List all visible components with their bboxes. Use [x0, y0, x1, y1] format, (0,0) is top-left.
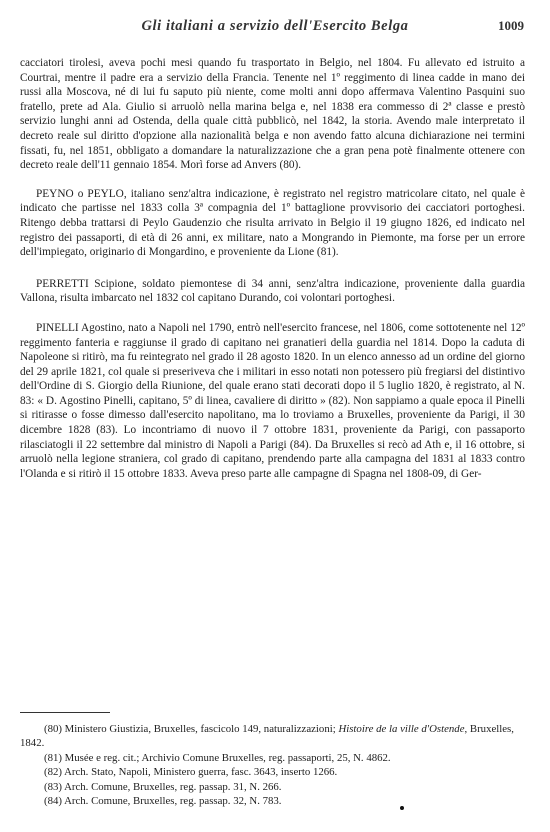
footnote-83: (83) Arch. Comune, Bruxelles, reg. passap. 31, N. 266. — [44, 780, 282, 793]
footnotes — [20, 722, 525, 808]
paragraph-pasquini-continuation: cacciatori tirolesi, aveva pochi mesi quando fu trasportato in Belgio, nel 1804. Fu allevato ed istruito a Courtrai, mentre il padre era a servizio della Francia. Tenente nel 1º reggimento di linea cadde in mano dei russi alla Moscova, né di lui fu saputo più niente, come molti anni dopo affermava Valentino Pasquini suo fratello, prete ad Ala. Giulio si arruolò nella marina belga e, nel 1838 era commesso di 2ª classe e prestò servizio lunghi anni ad Ostenda, della quale città pubblicò, nel 1842, la storia. Avendo male interpretato il decreto reale sul diritto d'opzione alla nazionalità belga e non avendo fatto alcuna dichiarazione nei termini fissati, fu, nel 1851, obbligato a domandare la naturalizzazione che a gran pena potè finalmente ottenere con decreto reale dell'11 gennaio 1854. Morì forse ad Anvers (80). — [20, 57, 525, 172]
paragraph-perretti: PERRETTI Scipione, soldato piemontese di 34 anni, senz'altra indicazione, proveniente dalla guardia Vallona, risulta imbarcato nel 1832 col capitano Durando, coi volontari portoghesi. — [20, 277, 525, 305]
running-title: Gli italiani a servizio dell'Esercito Belga — [141, 18, 409, 34]
footnote-80-title: Histoire de la ville d'Ostende — [338, 723, 465, 735]
main-text — [20, 56, 525, 481]
paragraph-pinelli: PINELLI Agostino, nato a Napoli nel 1790, entrò nell'esercito francese, nel 1806, come sottotenente nel 12º reggimento fanteria e raggiunse il grado di capitano nei granatieri della guardia nel 1814. Dopo la caduta di Napoleone si ritirò, ma fu reintegrato nel grado il 28 agosto 1820. In un elenco annesso ad un ordine del giorno del 29 aprile 1821, col quale si preseriveva che i militari in esso notati non potessero più fregiarsi del distintivo dell'Ordine di S. Giorgio della Riunione, del quale erano stati decorati dopo il 5 luglio 1820, è registrato, al N. 83: « D. Agostino Pinelli, capitano, 5º di linea, cavaliere di diritto » (82). Non sappiamo a quale epoca il Pinelli si ritirasse o fosse dimesso dall'esercito napolitano, ma lo troviamo a Bruxelles, proveniente da Parigi, il 30 dicembre 1828 (83). Lo incontriamo di nuovo il 7 ottobre 1831, proveniente da Parigi, con passaporto rilasciatogli il 22 settembre dal ministro di Napoli a Parigi (84). Da Bruxelles si recò ad Ath e, il 16 ottobre, si arruolò nella legione straniera, col grado di capitano, prendendo parte alla campagna del 1831 al 1833 contro l'Olanda e si ritirò il 15 ottobre 1833. Aveva preso parte alle campagne di Spagna nel 1808-09, di Ger- — [20, 321, 525, 480]
footnote-82: (82) Arch. Stato, Napoli, Ministero guerra, fasc. 3643, inserto 1266. — [44, 766, 338, 779]
page-number: 1009 — [498, 18, 524, 33]
footnote-84: (84) Arch. Comune, Bruxelles, reg. passap. 32, N. 783. — [44, 795, 282, 808]
running-header — [20, 14, 530, 40]
footnote-80 — [20, 722, 525, 751]
ink-speck — [400, 806, 404, 810]
footnote-rule — [20, 712, 110, 713]
paragraph-peyno: PEYNO o PEYLO, italiano senz'altra indicazione, è registrato nel registro matricolare citato, nel quale è indicato che partisse nel 1833 colla 3ª compagnia del 1º battaglione provvisorio dei cacciatori portoghesi. Ritengo debba trattarsi di Peylo Gaudenzio che risulta arrivato in Belgio il 19 giugno 1826, ed indicato nel registro dei passaporti, di età di 26 anni, ex militare, nato a Mongrando in Piemonte, ma forse per un errore dell'impiegato, originario di Mongardino, e proveniente da Lione (81). — [20, 187, 525, 259]
footnote-80-tail: , Bruxelles, 1842. — [20, 723, 514, 750]
footnote-81: (81) Musée e reg. cit.; Archivio Comune Bruxelles, reg. passaporti, 25, N. 4862. — [44, 751, 391, 764]
footnote-80-text: (80) Ministero Giustizia, Bruxelles, fascicolo 149, naturalizzazioni; — [44, 723, 339, 735]
